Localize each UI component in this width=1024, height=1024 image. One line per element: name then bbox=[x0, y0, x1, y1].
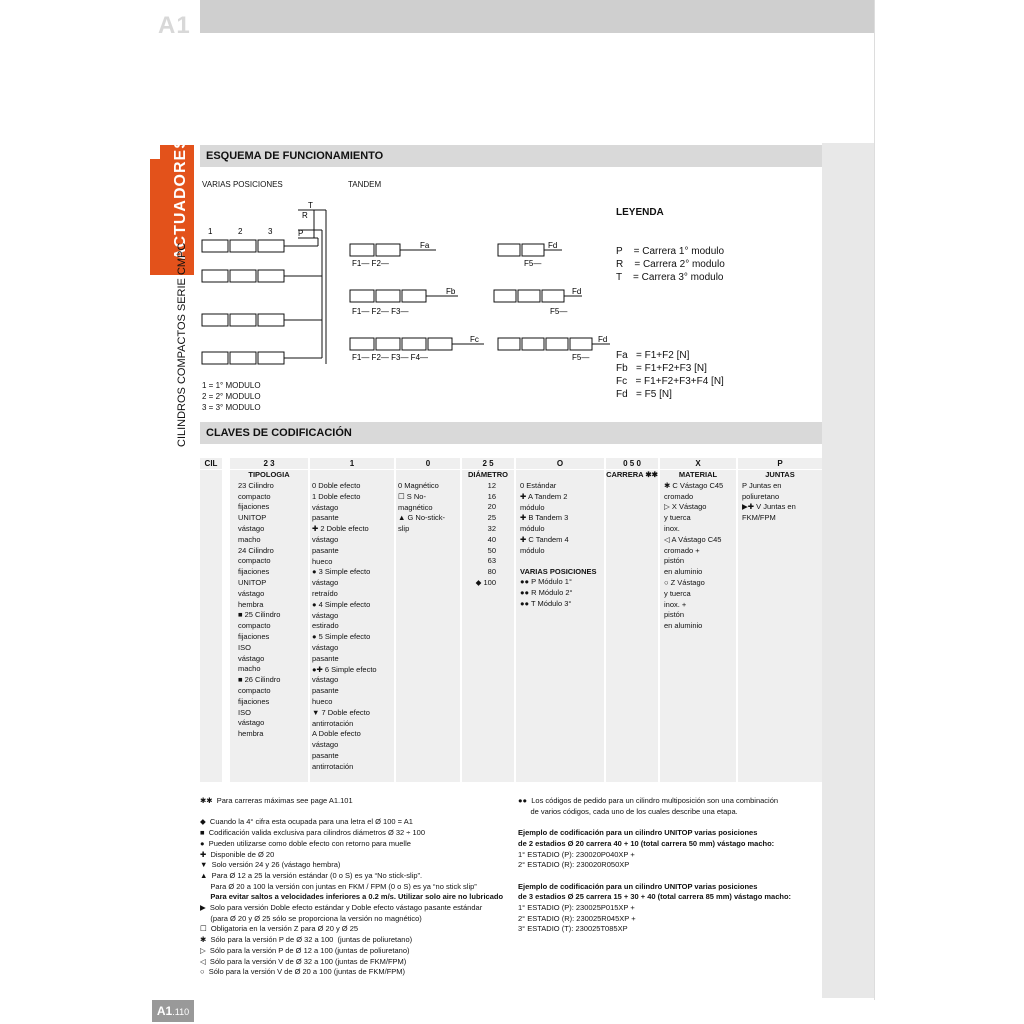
col-head-modulo: O bbox=[516, 458, 604, 469]
col-carrera: CARRERA ✱✱ bbox=[606, 470, 658, 782]
list-item: ■ Codificación valida exclusiva para cilindros diámetros Ø 32 ÷ 100 bbox=[200, 828, 426, 838]
list-item: 2° ESTADIO (R): 230025R045XP + bbox=[518, 913, 636, 923]
list-item: ◁ Sólo para la versión V de Ø 32 a 100 (juntas de FKM/FPM) bbox=[200, 956, 407, 966]
list-item: módulo bbox=[520, 502, 545, 512]
list-item: cromado bbox=[664, 491, 694, 501]
list-item: hembra bbox=[238, 729, 264, 739]
list-item: ✚ A Tandem 2 bbox=[520, 491, 568, 501]
list-item: fijaciones bbox=[238, 696, 270, 706]
col-head-cil: CIL bbox=[200, 458, 222, 469]
claves-header: CLAVES DE CODIFICACIÓN bbox=[200, 422, 822, 444]
list-item: magnético bbox=[398, 502, 433, 512]
list-item: FKM/FPM bbox=[742, 513, 776, 523]
svg-text:F5—: F5— bbox=[572, 353, 590, 362]
list-item: ▶✚ V Juntas en bbox=[742, 502, 796, 512]
list-item: ✱ Sólo para la versión P de Ø 32 a 100 (juntas de poliuretano) bbox=[200, 935, 413, 945]
list-item: de varios códigos, cada uno de los cuales describe una etapa. bbox=[518, 806, 738, 816]
svg-text:Fa: Fa bbox=[420, 241, 430, 250]
list-item: ● 4 Simple efecto bbox=[312, 599, 371, 609]
legend: LEYENDA P = Carrera 1° modulo R = Carrera 2° modulo T = Carrera 3° modulo Fa = F1+F2 [N] Fb = F1+F2+F3 [N] Fc = F1+F2+F3+F4 [N] Fd = F5 [N] bbox=[616, 207, 725, 400]
list-item: 80 bbox=[487, 567, 496, 577]
right-gray-column bbox=[822, 143, 874, 998]
col-head-diametro: 2 5 bbox=[462, 458, 514, 469]
list-item: ●● R Módulo 2° bbox=[520, 588, 573, 598]
esquema-header: ESQUEMA DE FUNCIONAMIENTO bbox=[200, 145, 822, 167]
list-item: 25 bbox=[487, 513, 496, 523]
svg-text:R: R bbox=[302, 211, 308, 220]
col-head-carrera: 0 5 0 bbox=[606, 458, 658, 469]
esquema-diagram bbox=[198, 190, 618, 375]
list-item: macho bbox=[238, 664, 261, 674]
varias-diagram bbox=[202, 201, 326, 364]
col-modulo: 0 Estándar ✚ A Tandem 2 módulo ✚ B Tandem 3 módulo ✚ C Tandem 4 módulo VARIAS POSICIONES ●● P Módulo 1° ●● R Módulo 2° ●● T Módulo 3° bbox=[516, 470, 604, 782]
list-item: 0 Magnético bbox=[398, 481, 439, 490]
list-item: ■ 26 Cilindro bbox=[238, 675, 281, 685]
list-item: inox. + bbox=[664, 599, 687, 609]
list-item: ▷ Sólo para la versión P de Ø 12 a 100 (juntas de poliuretano) bbox=[200, 945, 410, 955]
list-item: ● Pueden utilizarse como doble efecto con retorno para muelle bbox=[200, 838, 411, 848]
svg-text:Fd: Fd bbox=[598, 335, 608, 344]
section-tab-notch bbox=[150, 145, 160, 159]
list-item: ☐ Obligatoria en la versión Z para Ø 20 y Ø 25 bbox=[200, 924, 359, 934]
list-item: y tuerca bbox=[664, 513, 691, 523]
list-item: pasante bbox=[312, 653, 339, 663]
side-title: CILINDROS COMPACTOS SERIE CMPC bbox=[176, 242, 188, 447]
tandem-diagram bbox=[350, 241, 610, 362]
list-item: Ejemplo de codificación para un cilindro UNITOP varias posiciones bbox=[518, 881, 758, 891]
list-item: vástago bbox=[238, 653, 265, 663]
list-item: vástago bbox=[312, 502, 339, 512]
list-item: 1° ESTADIO (P): 230025P015XP + bbox=[518, 903, 635, 912]
col-head-tipologia: 2 3 bbox=[230, 458, 308, 469]
list-item: (para Ø 20 y Ø 25 sólo se proporciona la versión no magnético) bbox=[200, 913, 422, 923]
list-item: vástago bbox=[312, 578, 339, 588]
list-item: ✚ Disponible de Ø 20 bbox=[200, 849, 275, 859]
section-tab-label: ACTUADORES bbox=[172, 137, 189, 260]
list-item: vástago bbox=[238, 588, 265, 598]
list-item: 40 bbox=[487, 534, 496, 544]
list-item: en aluminio bbox=[664, 567, 703, 577]
page-code: A1 bbox=[158, 12, 191, 39]
tandem-label: TANDEM bbox=[348, 180, 382, 189]
list-item: macho bbox=[238, 534, 261, 544]
list-item: retraído bbox=[312, 588, 338, 598]
list-item: ● 5 Simple efecto bbox=[312, 632, 371, 642]
list-item: vástago bbox=[238, 718, 265, 728]
list-item: 32 bbox=[487, 523, 496, 533]
list-item: 1° ESTADIO (P): 230020P040XP + bbox=[518, 849, 635, 859]
col-magnetico bbox=[396, 470, 460, 782]
list-item: pasante bbox=[312, 686, 339, 696]
list-item: pistón bbox=[664, 556, 685, 566]
list-item: A Doble efecto bbox=[312, 729, 361, 739]
list-item: 20 bbox=[487, 502, 496, 512]
module-notes: 1 = 1° MODULO 2 = 2° MODULO 3 = 3° MODULO bbox=[202, 381, 261, 412]
list-item: ●✚ 6 Simple efecto bbox=[312, 664, 377, 674]
svg-text:T: T bbox=[308, 201, 313, 210]
list-item: ○ Z Vástago bbox=[664, 577, 705, 587]
col-diametro: DIÁMETRO 12 16 20 25 32 40 50 63 80 ◆ 100 bbox=[462, 470, 514, 782]
list-item: ○ Sólo para la versión V de Ø 20 a 100 (juntas de FKM/FPM) bbox=[200, 967, 406, 977]
list-item: ✱ C Vástago C45 bbox=[664, 480, 724, 490]
list-item: Para Ø 20 a 100 la versión con juntas en FKM / FPM (0 o S) es ya “no stick slip” bbox=[200, 881, 477, 891]
svg-text:1: 1 bbox=[208, 227, 213, 236]
list-item: ✚ 2 Doble efecto bbox=[312, 524, 369, 534]
list-item: ◆ 100 bbox=[475, 577, 496, 587]
list-item: y tuerca bbox=[664, 588, 691, 598]
list-item: poliuretano bbox=[742, 491, 780, 501]
svg-text:Fd: Fd bbox=[548, 241, 558, 250]
list-item: vástago bbox=[312, 610, 339, 620]
list-item: 3° ESTADIO (T): 230025T085XP bbox=[518, 924, 628, 934]
varias-label: VARIAS POSICIONES bbox=[202, 180, 283, 189]
list-item: ▲ G No-stick- bbox=[398, 513, 446, 523]
svg-text:F1— F2— F3—: F1— F2— F3— bbox=[352, 307, 409, 316]
svg-text:Fb: Fb bbox=[446, 287, 456, 296]
list-item: de 2 estadios Ø 20 carrera 40 + 10 (total carrera 50 mm) vástago macho: bbox=[518, 838, 775, 848]
list-item bbox=[200, 807, 510, 818]
list-item bbox=[518, 871, 818, 882]
list-item: pistón bbox=[664, 610, 685, 620]
svg-text:F5—: F5— bbox=[524, 259, 542, 268]
list-item: ISO bbox=[238, 642, 251, 652]
col-cil bbox=[200, 470, 222, 782]
list-item: ● 3 Simple efecto bbox=[312, 567, 371, 577]
list-item: compacto bbox=[238, 556, 271, 566]
list-item: ☐ S No- bbox=[398, 491, 426, 501]
list-item: 23 Cilindro bbox=[238, 480, 274, 490]
list-item: vástago bbox=[238, 523, 265, 533]
right-rule bbox=[874, 0, 875, 1000]
col-head-magnetico: 0 bbox=[396, 458, 460, 469]
col-material: MATERIAL ✱ C Vástago C45 cromado ▷ X Vástago y tuerca inox. ◁ A Vástago C45 cromado + pistón en aluminio ○ Z Vástago y tuerca inox. + pistón en aluminio bbox=[660, 470, 736, 782]
list-item: vástago bbox=[312, 675, 339, 685]
list-item: inox. bbox=[664, 523, 680, 533]
list-item: 1 Doble efecto bbox=[312, 491, 361, 501]
col-juntas: JUNTAS P Juntas en poliuretano ▶✚ V Juntas en FKM/FPM bbox=[738, 470, 822, 782]
svg-text:F1— F2— F3— F4—: F1— F2— F3— F4— bbox=[352, 353, 429, 362]
col-funcion bbox=[310, 470, 394, 782]
list-item: módulo bbox=[520, 524, 545, 534]
list-item: fijaciones bbox=[238, 502, 270, 512]
list-item: pasante bbox=[312, 545, 339, 555]
list-item: UNITOP bbox=[238, 577, 267, 587]
list-item: ●● Los códigos de pedido para un cilindro multiposición son una combinación bbox=[518, 796, 779, 805]
list-item: hembra bbox=[238, 599, 264, 609]
svg-text:2: 2 bbox=[238, 227, 243, 236]
list-item: Para evitar saltos a velocidades inferiores a 0.2 m/s. Utilizar solo aire no lubricado bbox=[200, 892, 504, 902]
list-item: compacto bbox=[238, 491, 271, 501]
list-item: ✱✱ Para carreras máximas see page A1.101 bbox=[200, 796, 353, 805]
col-tipologia: TIPOLOGIA 23 Cilindro compacto fijaciones UNITOP vástago macho 24 Cilindro compacto fijaciones UNITOP vástago hembra ■ 25 Cilindro compacto fijaciones ISO vástago macho ■ 26 Cilindro compacto fijaciones ISO vástago hembra bbox=[230, 470, 308, 782]
list-item: estirado bbox=[312, 621, 339, 631]
list-item: slip bbox=[398, 524, 410, 534]
list-item: ■ 25 Cilindro bbox=[238, 610, 281, 620]
list-item: compacto bbox=[238, 621, 271, 631]
list-item: vástago bbox=[312, 740, 339, 750]
list-item: ▲ Para Ø 12 a 25 la versión estándar (0 o S) es ya “No stick-slip”. bbox=[200, 870, 423, 880]
col-head-juntas: P bbox=[738, 458, 822, 469]
page-number: A1.110 bbox=[152, 1000, 194, 1022]
list-item: hueco bbox=[312, 556, 333, 566]
list-item: ●● P Módulo 1° bbox=[520, 577, 572, 587]
svg-text:Fd: Fd bbox=[572, 287, 582, 296]
list-item: pasante bbox=[312, 750, 339, 760]
list-item: ◁ A Vástago C45 bbox=[664, 534, 722, 544]
footnotes-left bbox=[200, 796, 510, 978]
list-item: P Juntas en bbox=[742, 480, 782, 490]
list-item bbox=[518, 817, 818, 828]
list-item: ◆ Cuando la 4° cifra esta ocupada para una letra el Ø 100 = A1 bbox=[200, 817, 413, 827]
list-item: Ejemplo de codificación para un cilindro UNITOP varias posiciones bbox=[518, 828, 758, 838]
list-item: fijaciones bbox=[238, 631, 270, 641]
list-item: en aluminio bbox=[664, 621, 703, 631]
svg-text:F1— F2—: F1— F2— bbox=[352, 259, 389, 268]
list-item: vástago bbox=[312, 642, 339, 652]
top-bar bbox=[200, 0, 874, 33]
list-item: pasante bbox=[312, 513, 339, 523]
list-item: antirrotación bbox=[312, 718, 354, 728]
list-item: ▷ X Vástago bbox=[664, 502, 707, 512]
col-head-material: X bbox=[660, 458, 736, 469]
list-item: ●● T Módulo 3° bbox=[520, 598, 572, 608]
list-item: módulo bbox=[520, 545, 545, 555]
list-item: vástago bbox=[312, 534, 339, 544]
svg-text:F5—: F5— bbox=[550, 307, 568, 316]
svg-text:P: P bbox=[298, 229, 304, 238]
list-item: hueco bbox=[312, 696, 333, 706]
list-item: ▼ Solo versión 24 y 26 (vástago hembra) bbox=[200, 860, 341, 870]
list-item: ✚ B Tandem 3 bbox=[520, 513, 569, 523]
list-item: 16 bbox=[487, 491, 496, 501]
list-item: compacto bbox=[238, 685, 271, 695]
list-item: 2° ESTADIO (R): 230020R050XP bbox=[518, 860, 630, 870]
list-item: 12 bbox=[487, 480, 496, 490]
svg-text:Fc: Fc bbox=[470, 335, 479, 344]
list-item: fijaciones bbox=[238, 567, 270, 577]
list-item: ▼ 7 Doble efecto bbox=[312, 707, 370, 717]
list-item: 0 Estándar bbox=[520, 481, 557, 490]
list-item: 24 Cilindro bbox=[238, 545, 274, 555]
list-item: 0 Doble efecto bbox=[312, 481, 361, 490]
list-item: 50 bbox=[487, 545, 496, 555]
list-item: antirrotación bbox=[312, 761, 354, 771]
list-item: de 3 estadios Ø 25 carrera 15 + 30 + 40 (total carrera 85 mm) vástago macho: bbox=[518, 892, 792, 902]
footnotes-right bbox=[518, 796, 818, 935]
svg-text:3: 3 bbox=[268, 227, 273, 236]
list-item: ▶ Solo para versión Doble efecto estándar y Doble efecto vástago pasante estándar bbox=[200, 903, 483, 913]
list-item: 63 bbox=[487, 556, 496, 566]
list-item: ✚ C Tandem 4 bbox=[520, 534, 569, 544]
list-item: cromado + bbox=[664, 545, 700, 555]
list-item: UNITOP bbox=[238, 513, 267, 523]
col-head-funcion: 1 bbox=[310, 458, 394, 469]
list-item: ISO bbox=[238, 707, 251, 717]
